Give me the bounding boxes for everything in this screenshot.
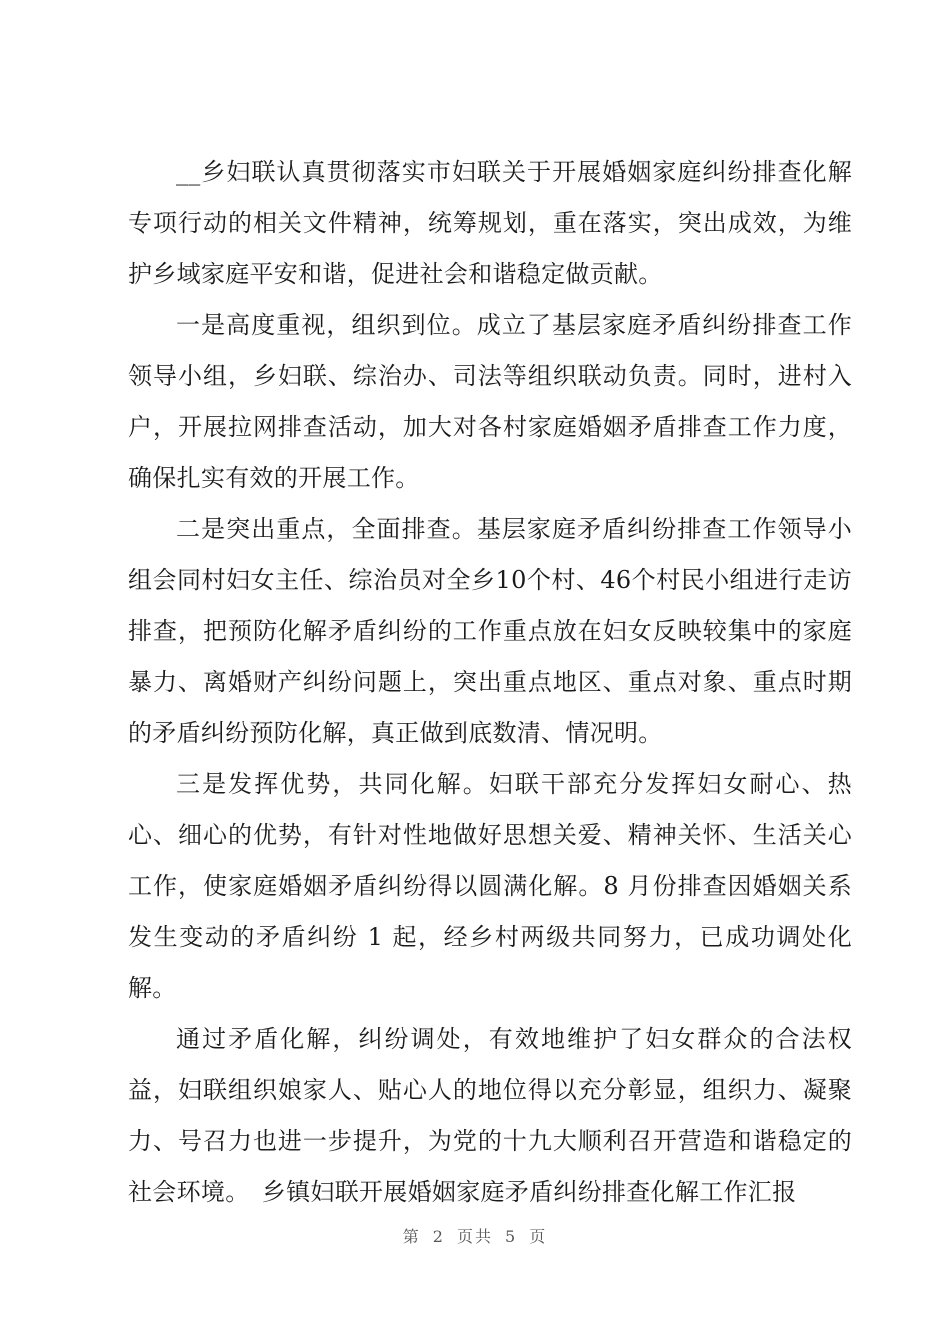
footer-total-pages: 5 xyxy=(505,1227,518,1246)
document-body xyxy=(128,147,852,1218)
footer-suffix: 页 xyxy=(529,1227,548,1246)
paragraph-conclusion: 通过矛盾化解，纠纷调处，有效地维护了妇女群众的合法权益，妇联组织娘家人、贴心人的地位得以充分彰显，组织力、凝聚力、号召力也进一步提升，为党的十九大顺利召开营造和谐稳定的社会环境。 乡镇妇联开展婚姻家庭矛盾纠纷排查化解工作汇报 xyxy=(128,1025,852,1206)
paragraph-intro: __乡妇联认真贯彻落实市妇联关于开展婚姻家庭纠纷排查化解专项行动的相关文件精神，统筹规划，重在落实，突出成效，为维护乡域家庭平安和谐，促进社会和谐稳定做贡献。 xyxy=(128,158,852,288)
paragraph-point-three: 三是发挥优势，共同化解。妇联干部充分发挥妇女耐心、热心、细心的优势，有针对性地做好思想关爱、精神关怀、生活关心工作，使家庭婚姻矛盾纠纷得以圆满化解。8 月份排查因婚姻关系发生变动的矛盾纠纷 1 起，经乡村两级共同努力，已成功调处化解。 xyxy=(128,770,852,1002)
footer-prefix: 第 xyxy=(402,1227,421,1246)
page-footer xyxy=(0,1224,950,1247)
paragraph-point-one: 一是高度重视，组织到位。成立了基层家庭矛盾纠纷排查工作领导小组，乡妇联、综治办、司法等组织联动负责。同时，进村入户，开展拉网排查活动，加大对各村家庭婚姻矛盾排查工作力度，确保扎实有效的开展工作。 xyxy=(128,311,852,492)
footer-current-page: 2 xyxy=(432,1227,445,1246)
paragraph-point-two: 二是突出重点，全面排查。基层家庭矛盾纠纷排查工作领导小组会同村妇女主任、综治员对全乡10个村、46个村民小组进行走访排查，把预防化解矛盾纠纷的工作重点放在妇女反映较集中的家庭暴力、离婚财产纠纷问题上，突出重点地区、重点对象、重点时期的矛盾纠纷预防化解，真正做到底数清、情况明。 xyxy=(128,515,852,747)
footer-mid: 页共 xyxy=(456,1227,493,1246)
